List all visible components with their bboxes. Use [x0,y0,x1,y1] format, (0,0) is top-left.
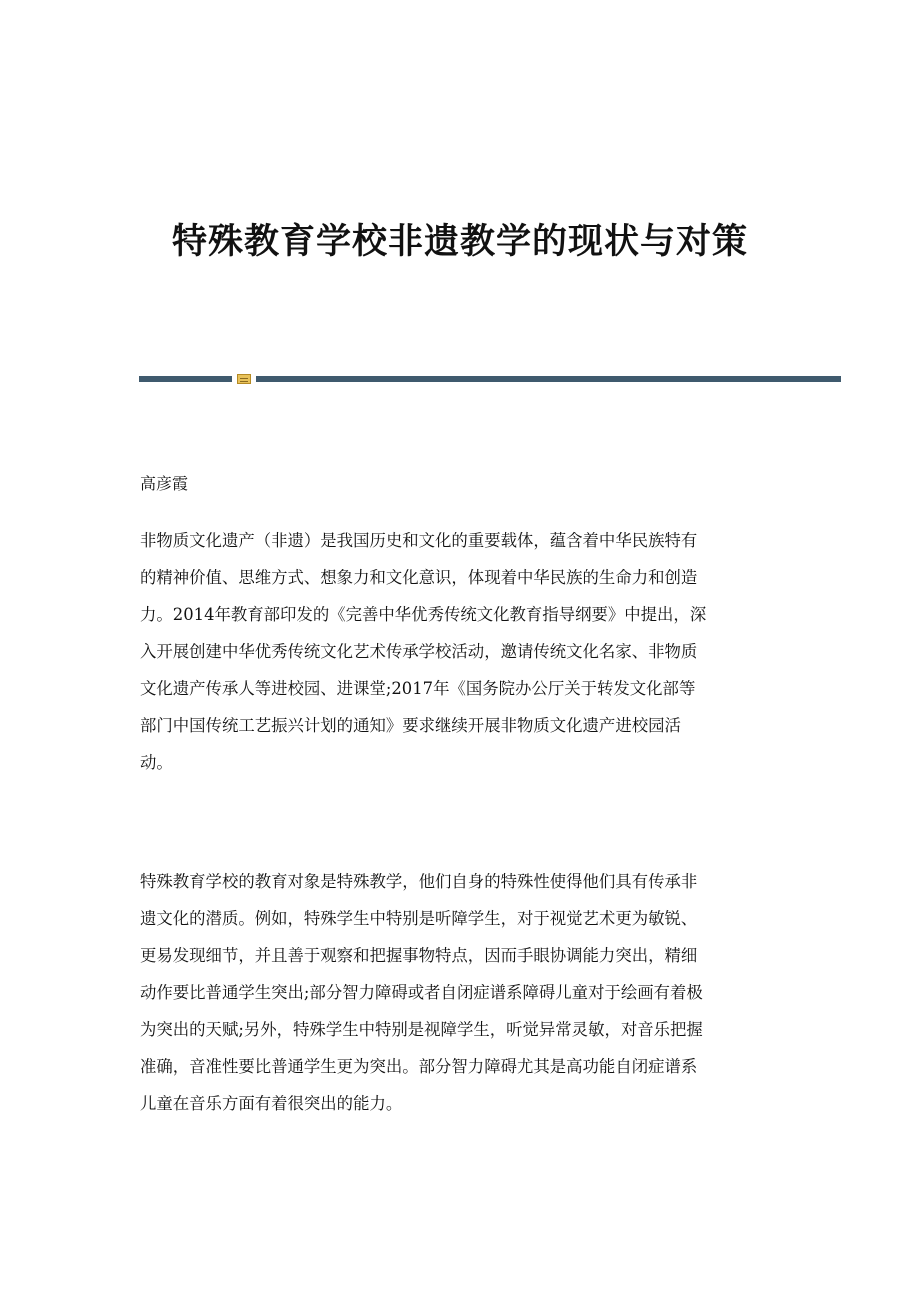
paragraph-line: 文化遗产传承人等进校园、进课堂;2017年《国务院办公厅关于转发文化部等 [140,679,696,698]
paragraph-line: 部门中国传统工艺振兴计划的通知》要求继续开展非物质文化遗产进校园活 [140,716,681,735]
divider-bar-left [139,376,232,382]
paragraph-line: 的精神价值、思维方式、想象力和文化意识，体现着中华民族的生命力和创造 [140,568,698,587]
paragraph-line: 特殊教育学校的教育对象是特殊教学，他们自身的特殊性使得他们具有传承非 [140,872,698,891]
title-divider [139,373,841,384]
paragraph-line: 动作要比普通学生突出;部分智力障碍或者自闭症谱系障碍儿童对于绘画有着极 [140,983,703,1002]
divider-bar-right [256,376,841,382]
paragraph-line: 动。 [140,753,173,772]
paragraph-line: 更易发现细节，并且善于观察和把握事物特点，因而手眼协调能力突出，精细 [140,946,698,965]
document-title: 特殊教育学校非遗教学的现状与对策 [171,221,748,262]
paragraph-line: 准确，音准性要比普通学生更为突出。部分智力障碍尤其是高功能自闭症谱系 [140,1057,698,1076]
paragraph-line: 非物质文化遗产（非遗）是我国历史和文化的重要载体，蕴含着中华民族特有 [140,531,698,550]
paragraph-line: 入开展创建中华优秀传统文化艺术传承学校活动，邀请传统文化名家、非物质 [140,642,698,661]
paragraph-1 [140,522,785,781]
paragraph-2 [140,863,785,1122]
paragraph-line: 遗文化的潜质。例如，特殊学生中特别是听障学生，对于视觉艺术更为敏锐、 [140,909,698,928]
paragraph-line: 儿童在音乐方面有着很突出的能力。 [140,1094,403,1113]
paragraph-line: 力。2014年教育部印发的《完善中华优秀传统文化教育指导纲要》中提出，深 [140,605,707,624]
book-icon [237,374,251,384]
author-name: 高彦霞 [140,474,189,493]
paragraph-line: 为突出的天赋;另外，特殊学生中特别是视障学生，听觉异常灵敏，对音乐把握 [140,1020,703,1039]
